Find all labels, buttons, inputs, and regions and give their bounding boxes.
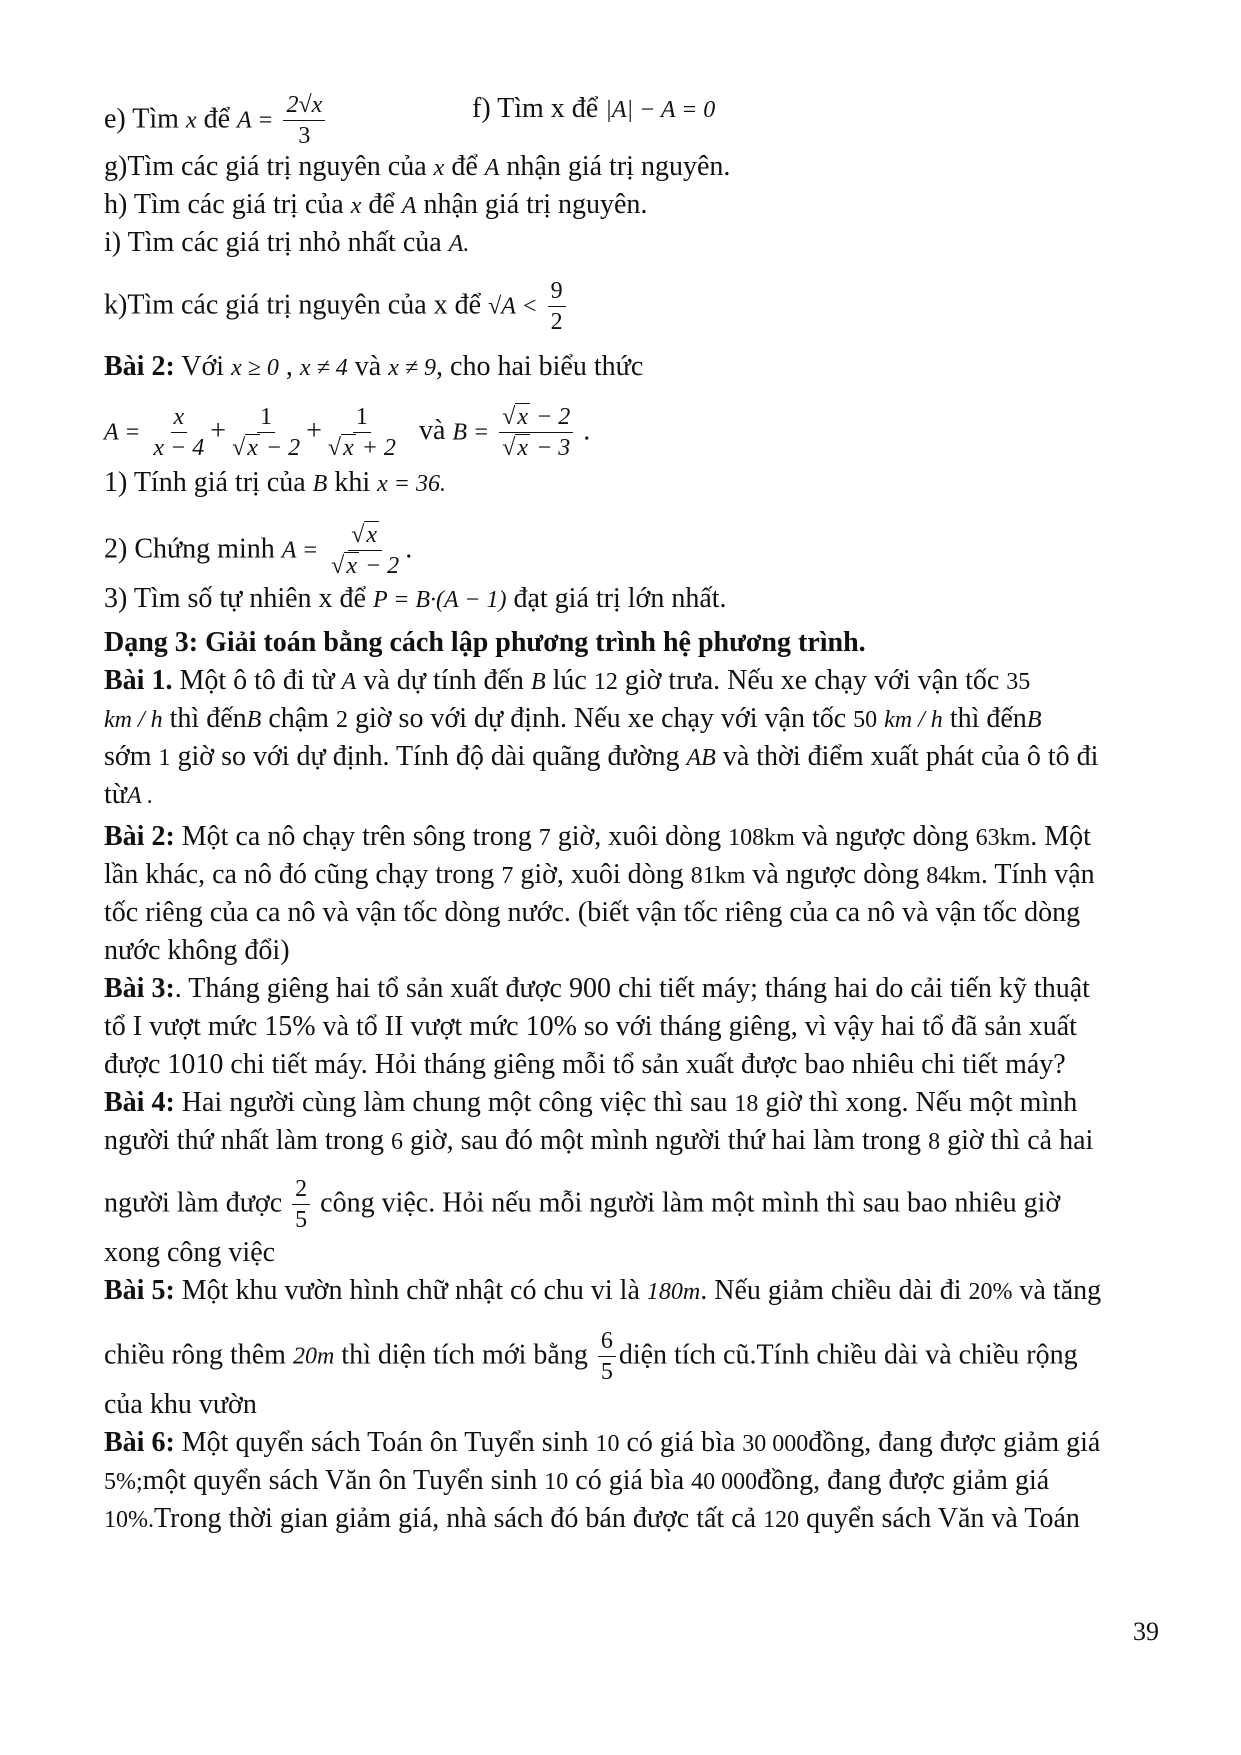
radicand: x: [343, 435, 354, 462]
bai3-line3: được 1010 chi tiết máy. Hỏi tháng giêng mỗi tổ sản xuất được bao nhiêu chi tiết máy?: [104, 1049, 1066, 1080]
math-expr: P = B·(A − 1): [372, 587, 507, 613]
math-expr: − 2: [536, 404, 571, 430]
bai1-line1: [104, 664, 1030, 699]
bai3-line1: [104, 972, 1090, 1006]
sqrt-symbol: √x: [331, 553, 357, 580]
text: nhận giá trị nguyên.: [423, 189, 648, 220]
text: đạt giá trị lớn nhất.: [513, 583, 727, 614]
math-var: A: [484, 155, 500, 181]
math-var: x: [185, 107, 197, 134]
math-expr: − 2: [364, 553, 400, 580]
number: 2: [335, 707, 348, 733]
math-var: B: [312, 471, 328, 497]
text: thì đến: [169, 703, 247, 734]
frac-num: x: [171, 404, 188, 433]
bai2-q1: [104, 466, 446, 501]
unit: km / h: [884, 707, 943, 733]
text: lúc: [552, 665, 587, 696]
text: giờ, xuôi dòng: [557, 821, 722, 852]
section-heading: Dạng 3: Giải toán bằng cách lập phương trình hệ phương trình.: [104, 627, 866, 658]
text: Một ca nô chạy trên sông trong: [181, 821, 532, 852]
number: 1: [158, 745, 171, 771]
number: 20%: [968, 1279, 1013, 1305]
bai5-line2: [104, 1328, 1078, 1386]
radicand: x: [517, 435, 529, 462]
math-var: A.: [448, 231, 470, 257]
text: sớm: [104, 741, 152, 772]
frac-den: [325, 433, 399, 461]
text: giờ so với dự định. Tính độ dài quãng đường: [177, 741, 680, 772]
number: 7: [501, 863, 514, 889]
math-expr: A =: [104, 419, 141, 446]
text: có giá bìa: [575, 1465, 685, 1496]
sqrt-symbol: √x: [351, 522, 378, 548]
sqrt-symbol: √x: [502, 404, 529, 430]
math-expr: 180m: [646, 1279, 701, 1305]
number: 18: [734, 1091, 759, 1117]
bai5-line3: của khu vườn: [104, 1389, 257, 1420]
frac-num: 9: [548, 278, 566, 307]
text: Hai người cùng làm chung một công việc thì sau: [181, 1087, 728, 1118]
bai5-line1: [104, 1274, 1101, 1309]
math-var: B: [1026, 707, 1042, 733]
page-number: 39: [1133, 1617, 1159, 1646]
radicand: x: [366, 522, 378, 548]
frac-den: [499, 433, 573, 461]
fraction: [328, 522, 402, 580]
operator: +: [210, 415, 227, 447]
sqrt-symbol: √x: [502, 435, 529, 462]
number: 63km: [975, 825, 1031, 851]
radicand: x: [346, 553, 357, 580]
sqrt-symbol: √x: [327, 435, 354, 462]
frac-num: 1: [353, 404, 371, 433]
bai6-line3: [104, 1502, 1080, 1537]
text: g)Tìm các giá trị nguyên của: [104, 151, 427, 182]
text: . Tính vận: [980, 859, 1095, 890]
text: lần khác, ca nô đó cũng chạy trong: [104, 859, 495, 890]
text: người thứ nhất làm trong: [104, 1125, 385, 1156]
text: đồng, đang được giảm giá: [757, 1465, 1050, 1496]
text: Một khu vườn hình chữ nhật có chu vi là: [181, 1275, 640, 1306]
text: Với: [181, 351, 225, 382]
bai1-line3: [104, 740, 1098, 775]
question-g: [104, 150, 730, 185]
math-expr: x ≠ 4: [299, 355, 348, 381]
text: e) Tìm: [104, 103, 179, 135]
number: 30 000: [742, 1431, 809, 1457]
math-expr: B =: [452, 419, 490, 446]
number: 84km: [926, 863, 981, 889]
text: và ngược dòng: [801, 821, 969, 852]
radicand: x: [247, 435, 258, 462]
bai2-q3: [104, 582, 727, 617]
fraction: [548, 278, 566, 336]
operator: +: [306, 415, 322, 447]
bai2-q2: [104, 522, 412, 580]
fraction: [283, 92, 325, 150]
number: 8: [928, 1129, 941, 1155]
text: i) Tìm các giá trị nhỏ nhất của: [104, 227, 442, 258]
text: ,: [285, 351, 293, 382]
fraction: [150, 404, 207, 462]
number: 10: [544, 1469, 569, 1495]
text: . Nếu giảm chiều dài đi: [700, 1275, 962, 1306]
text: giờ thì cả hai: [947, 1125, 1094, 1156]
text: để: [451, 151, 478, 182]
bai2b-line1: [104, 820, 1091, 855]
text: 2) Chứng minh: [104, 533, 275, 565]
number: 81km: [690, 863, 746, 889]
text: . Tháng giêng hai tổ sản xuất được 900 chi tiết máy; tháng hai do cải tiến kỹ thuật: [174, 973, 1090, 1004]
text: giờ so với dự định. Nếu xe chạy với vận tốc: [354, 703, 847, 734]
fraction: [292, 1176, 310, 1234]
text: giờ, sau đó một mình người thứ hai làm trong: [410, 1125, 922, 1156]
number: 120: [763, 1507, 800, 1533]
frac-num: [499, 404, 573, 433]
math-expr: x ≠ 9: [388, 355, 437, 381]
bai4-line1: [104, 1086, 1077, 1121]
text: một quyển sách Văn ôn Tuyển sinh: [142, 1465, 538, 1496]
bai4-line2: [104, 1124, 1093, 1159]
number: 50: [853, 707, 878, 733]
bai2-expressions: [104, 404, 590, 462]
number: 7: [538, 825, 551, 851]
text: và ngược dòng: [752, 859, 920, 890]
math-expr: x ≥ 0: [231, 355, 279, 381]
bai6-line2: [104, 1464, 1049, 1499]
bai2-intro: [104, 350, 643, 385]
text: 1) Tính giá trị của: [104, 467, 306, 498]
frac-num: 2: [292, 1176, 310, 1205]
number: 108km: [728, 825, 795, 851]
question-e: [104, 92, 328, 150]
question-h: [104, 188, 647, 223]
text: giờ, xuôi dòng: [520, 859, 684, 890]
frac-num: [348, 522, 382, 551]
bai4-line3: [104, 1176, 1060, 1234]
frac-num: 1: [257, 404, 275, 433]
radicand: x: [517, 404, 529, 430]
math-expr: + 2: [361, 435, 396, 462]
frac-den: 2: [550, 309, 563, 336]
fraction: [598, 1328, 616, 1386]
fraction: [499, 404, 573, 462]
text: .: [583, 415, 591, 447]
text: Một ô tô đi từ: [179, 665, 335, 696]
math-var: AB: [686, 745, 716, 771]
frac-num: 6: [598, 1328, 616, 1357]
bai2b-line3: tốc riêng của ca nô và vận tốc dòng nước. (biết vận tốc riêng của ca nô và vận tốc dòng: [104, 897, 1081, 928]
text: và: [354, 351, 382, 382]
text: thì diện tích mới bằng: [341, 1339, 588, 1371]
text: f) Tìm x để: [472, 93, 599, 124]
exercise-label: Bài 2:: [104, 351, 175, 382]
number: 10%.: [104, 1507, 154, 1533]
number: 40 000: [691, 1469, 758, 1495]
math-expr: |A| − A = 0: [605, 97, 716, 123]
frac-den: x − 4: [153, 435, 205, 462]
exercise-label: Bài 6:: [104, 1427, 175, 1458]
text: và thời điểm xuất phát của ô tô đi: [722, 741, 1099, 772]
text: , cho hai biểu thức: [436, 351, 644, 382]
text: có giá bìa: [626, 1427, 736, 1458]
math-expr: 20m: [292, 1343, 335, 1370]
exercise-label: Bài 3:: [104, 973, 175, 1004]
math-var: A: [401, 193, 417, 219]
text: diện tích cũ.Tính chiều dài và chiều rộng: [618, 1339, 1078, 1371]
bai4-line4: xong công việc: [104, 1237, 276, 1268]
text: để: [368, 189, 395, 220]
math-var: B: [530, 669, 546, 695]
frac-den: 5: [600, 1359, 613, 1386]
exercise-label: Bài 4:: [104, 1087, 175, 1118]
math-var: A: [341, 669, 357, 695]
bai2b-line2: [104, 858, 1095, 893]
frac-den: 3: [298, 123, 311, 150]
number: 35: [1006, 669, 1031, 695]
question-i: [104, 226, 469, 261]
math-expr: √A <: [488, 293, 538, 320]
number: 10: [595, 1431, 620, 1457]
text: thì đến: [949, 703, 1027, 734]
text: giờ trưa. Nếu xe chạy với vận tốc: [624, 665, 1000, 696]
frac-num: 2√x: [283, 92, 325, 121]
number: 5%;: [104, 1469, 143, 1495]
math-var: A .: [126, 783, 154, 809]
math-expr: A =: [281, 537, 319, 564]
frac-den: [229, 433, 303, 461]
bai3-line2: tổ I vượt mức 15% và tổ II vượt mức 10% so với tháng giêng, vì vậy hai tổ đã sản xuất: [104, 1011, 1077, 1042]
text: chậm: [268, 703, 329, 734]
text: quyển sách Văn và Toán: [806, 1503, 1080, 1534]
fraction: [325, 404, 399, 462]
text: k)Tìm các giá trị nguyên của x để: [104, 289, 482, 321]
number: 6: [391, 1129, 404, 1155]
bai1-line4: [104, 778, 153, 813]
unit: km / h: [104, 707, 163, 733]
text: chiều rông thêm: [104, 1339, 286, 1371]
bai1-line2: [104, 702, 1041, 737]
text: . Một: [1030, 821, 1091, 852]
text: khi: [334, 467, 371, 498]
exercise-label: Bài 1.: [104, 665, 173, 696]
bai2b-line4: nước không đổi): [104, 935, 290, 966]
math-expr: A =: [237, 107, 274, 134]
math-expr: − 2: [265, 435, 301, 462]
text: và tăng: [1019, 1275, 1102, 1306]
text: 3) Tìm số tự nhiên x để: [104, 583, 366, 614]
number: 12: [593, 669, 618, 695]
text: từ: [104, 779, 127, 810]
text: Trong thời gian giảm giá, nhà sách đó bán được tất cả: [154, 1503, 757, 1534]
fraction: [229, 404, 303, 462]
text: người làm được: [104, 1187, 283, 1219]
text: .: [405, 533, 413, 565]
text: h) Tìm các giá trị của: [104, 189, 344, 220]
frac-den: [328, 551, 402, 579]
text: và: [418, 415, 446, 447]
math-var: x: [350, 193, 362, 219]
question-k: [104, 278, 569, 336]
frac-den: 5: [295, 1207, 308, 1234]
bai6-line1: [104, 1426, 1100, 1461]
text: và dự tính đến: [363, 665, 524, 696]
text: đồng, đang được giảm giá: [808, 1427, 1101, 1458]
text: Một quyển sách Toán ôn Tuyển sinh: [181, 1427, 589, 1458]
exercise-label: Bài 5:: [104, 1275, 175, 1306]
text: công việc. Hỏi nếu mỗi người làm một mình thì sau bao nhiêu giờ: [320, 1187, 1061, 1219]
text: giờ thì xong. Nếu một mình: [765, 1087, 1078, 1118]
question-f: [472, 92, 715, 127]
math-expr: − 3: [536, 435, 571, 462]
math-var: B: [246, 707, 262, 733]
exercise-label: Bài 2:: [104, 821, 175, 852]
math-var: x: [433, 155, 445, 181]
sqrt-symbol: √x: [232, 435, 258, 462]
text: để: [203, 103, 231, 135]
math-expr: x = 36.: [377, 471, 446, 497]
text: nhận giá trị nguyên.: [506, 151, 731, 182]
